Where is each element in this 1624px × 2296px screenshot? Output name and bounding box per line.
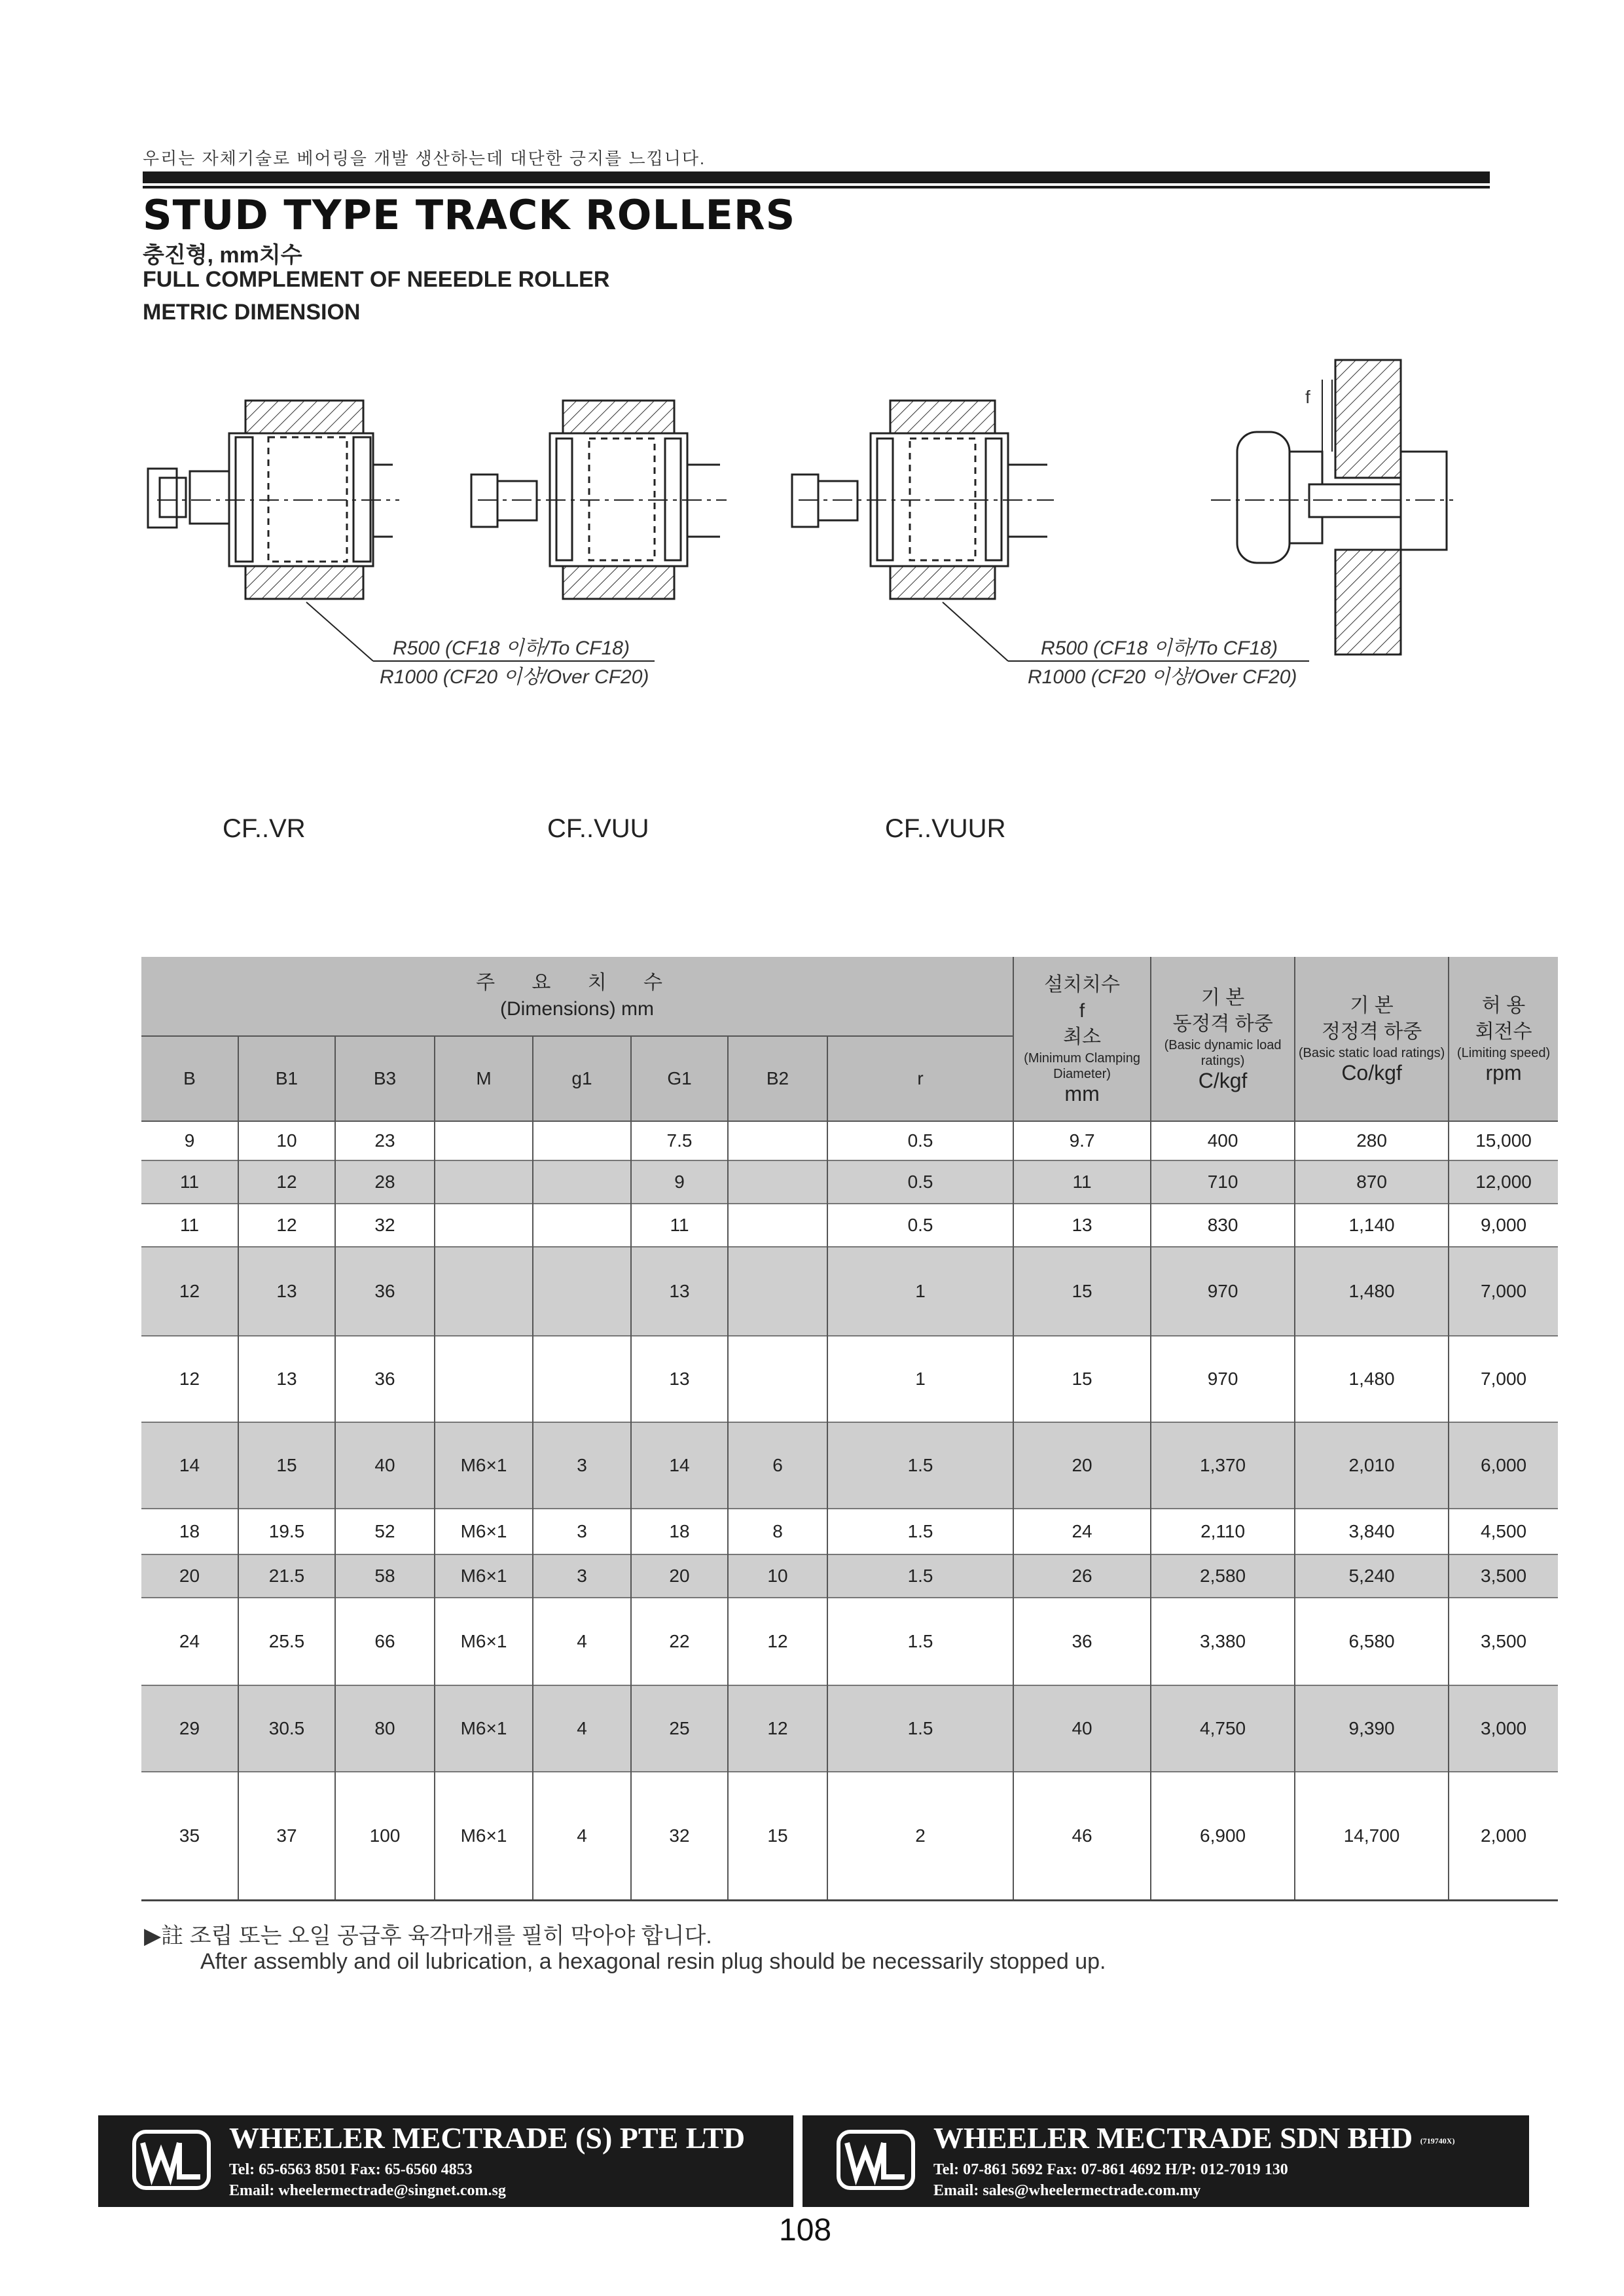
header-c-ko1: 기 본 <box>1200 986 1245 1009</box>
header-r: r <box>827 1036 1013 1121</box>
cell-c: 2,110 <box>1151 1509 1295 1554</box>
header-g1: G1 <box>631 1036 728 1121</box>
cell-g1 <box>533 1336 631 1422</box>
drawing-cf-vuu <box>471 401 727 599</box>
cell-c: 400 <box>1151 1121 1295 1160</box>
cell-b: 12 <box>141 1336 238 1422</box>
cell-co: 1,480 <box>1295 1247 1449 1336</box>
header-b1: B1 <box>238 1036 335 1121</box>
caption-cf-vr: CF..VR <box>223 814 306 843</box>
cell-b1: 37 <box>238 1772 335 1901</box>
cell-c: 970 <box>1151 1247 1295 1336</box>
cell-co: 9,390 <box>1295 1685 1449 1772</box>
page-number: 108 <box>779 2213 832 2248</box>
cell-b: 11 <box>141 1160 238 1204</box>
dimensions-group-ko: 주 요 치 수 <box>476 972 678 994</box>
header-f-symbol: f <box>1079 999 1085 1022</box>
table-row <box>141 1121 1558 1160</box>
cell-b: 35 <box>141 1772 238 1901</box>
footer-right-tel: Tel: 07-861 5692 Fax: 07-861 4692 H/P: 012-7019 130 <box>933 2161 1288 2178</box>
cell-b1: 12 <box>238 1204 335 1247</box>
cell-b: 20 <box>141 1554 238 1598</box>
table-row <box>141 1422 1558 1509</box>
cell-b1: 13 <box>238 1247 335 1336</box>
footer-right-name: WHEELER MECTRADE SDN BHD <box>933 2121 1413 2155</box>
cell-f: 15 <box>1013 1247 1151 1336</box>
cell-f: 36 <box>1013 1598 1151 1685</box>
cell-g1: 3 <box>533 1509 631 1554</box>
cell-c: 4,750 <box>1151 1685 1295 1772</box>
table-row <box>141 1772 1558 1901</box>
cell-g1: 13 <box>631 1336 728 1422</box>
cell-b2: 10 <box>728 1554 827 1598</box>
cell-b2: 15 <box>728 1772 827 1901</box>
footer-right-company <box>933 2121 1454 2155</box>
cell-rpm: 6,000 <box>1449 1422 1558 1509</box>
cell-g1: 32 <box>631 1772 728 1901</box>
cell-co: 5,240 <box>1295 1554 1449 1598</box>
header-rpm-en: (Limiting speed) <box>1456 1045 1551 1060</box>
page-title: STUD TYPE TRACK ROLLERS <box>143 191 796 239</box>
table-row <box>141 1336 1558 1422</box>
header-co-unit: Co/kgf <box>1341 1060 1402 1085</box>
cell-rpm: 15,000 <box>1449 1121 1558 1160</box>
cell-co: 1,140 <box>1295 1204 1449 1247</box>
cell-c: 3,380 <box>1151 1598 1295 1685</box>
cell-c: 2,580 <box>1151 1554 1295 1598</box>
cell-g1: 18 <box>631 1509 728 1554</box>
cell-c: 6,900 <box>1151 1772 1295 1901</box>
cell-g1: 25 <box>631 1685 728 1772</box>
cell-g1: 3 <box>533 1422 631 1509</box>
cell-b1: 12 <box>238 1160 335 1204</box>
cell-f: 46 <box>1013 1772 1151 1901</box>
note-english: After assembly and oil lubrication, a hexagonal resin plug should be necessarily stopped up. <box>200 1949 1106 1974</box>
cell-r: 0.5 <box>827 1121 1013 1160</box>
header-c-ko2: 동정격 하중 <box>1172 1013 1273 1035</box>
cell-m: M6×1 <box>435 1509 533 1554</box>
cell-g1 <box>533 1121 631 1160</box>
cell-m: M6×1 <box>435 1598 533 1685</box>
cell-r: 1 <box>827 1336 1013 1422</box>
cell-g1: 11 <box>631 1204 728 1247</box>
cell-co: 14,700 <box>1295 1772 1449 1901</box>
cell-b2: 12 <box>728 1685 827 1772</box>
cell-c: 1,370 <box>1151 1422 1295 1509</box>
cell-m <box>435 1336 533 1422</box>
header-c-en: (Basic dynamic load ratings) <box>1164 1037 1282 1068</box>
cell-b2: 6 <box>728 1422 827 1509</box>
cell-g1 <box>533 1204 631 1247</box>
cell-b1: 30.5 <box>238 1685 335 1772</box>
cell-b3: 28 <box>335 1160 435 1204</box>
cell-b2 <box>728 1247 827 1336</box>
footer-divider <box>793 2115 803 2207</box>
cell-r: 0.5 <box>827 1204 1013 1247</box>
cell-b2 <box>728 1336 827 1422</box>
cell-rpm: 9,000 <box>1449 1204 1558 1247</box>
table-row <box>141 1509 1558 1554</box>
drawing-note-left-1: R500 (CF18 이하/To CF18) <box>393 637 630 659</box>
cell-m <box>435 1247 533 1336</box>
subtitle-korean: 충진형, mm치수 <box>143 243 302 268</box>
drawing-note-right-1: R500 (CF18 이하/To CF18) <box>1041 637 1278 659</box>
footer-left-tel: Tel: 65-6563 8501 Fax: 65-6560 4853 <box>229 2161 473 2178</box>
cell-b3: 36 <box>335 1247 435 1336</box>
header-rpm-ko2: 회전수 <box>1475 1020 1532 1043</box>
cell-b: 14 <box>141 1422 238 1509</box>
header-f-ko2: 최소 <box>1063 1026 1102 1048</box>
cell-b3: 32 <box>335 1204 435 1247</box>
header-static-load <box>1295 957 1449 1121</box>
cell-b2 <box>728 1121 827 1160</box>
table-row <box>141 1204 1558 1247</box>
header-rule-thin <box>143 186 1490 188</box>
cell-b1: 13 <box>238 1336 335 1422</box>
header-co-ko2: 정정격 하중 <box>1321 1020 1422 1043</box>
cell-b3: 23 <box>335 1121 435 1160</box>
header-b: B <box>141 1036 238 1121</box>
cell-g1: 4 <box>533 1685 631 1772</box>
cell-r: 0.5 <box>827 1160 1013 1204</box>
cell-r: 2 <box>827 1772 1013 1901</box>
header-slogan: 우리는 자체기술로 베어링을 개발 생산하는데 대단한 긍지를 느낍니다. <box>143 149 706 168</box>
cell-rpm: 2,000 <box>1449 1772 1558 1901</box>
cell-f: 24 <box>1013 1509 1151 1554</box>
cell-rpm: 3,500 <box>1449 1598 1558 1685</box>
header-g1-small: g1 <box>533 1036 631 1121</box>
footer-left-company: WHEELER MECTRADE (S) PTE LTD <box>229 2121 746 2155</box>
table-row <box>141 1554 1558 1598</box>
table-row <box>141 1247 1558 1336</box>
cell-m <box>435 1204 533 1247</box>
header-m: M <box>435 1036 533 1121</box>
footer-right-reg: (719740X) <box>1420 2136 1455 2145</box>
wm-logo-icon <box>132 2130 211 2190</box>
note-korean: ▶註 조립 또는 오일 공급후 육각마개를 필히 막아야 합니다. <box>144 1924 712 1948</box>
cell-b3: 40 <box>335 1422 435 1509</box>
cell-f: 9.7 <box>1013 1121 1151 1160</box>
cell-b1: 25.5 <box>238 1598 335 1685</box>
cell-co: 2,010 <box>1295 1422 1449 1509</box>
header-limiting-speed <box>1449 957 1558 1121</box>
footer-right-email: Email: sales@wheelermectrade.com.my <box>933 2182 1201 2199</box>
cell-m: M6×1 <box>435 1685 533 1772</box>
cell-b1: 10 <box>238 1121 335 1160</box>
cell-rpm: 3,000 <box>1449 1685 1558 1772</box>
cell-co: 6,580 <box>1295 1598 1449 1685</box>
specification-table <box>141 957 1558 1901</box>
cell-c: 710 <box>1151 1160 1295 1204</box>
cell-g1: 7.5 <box>631 1121 728 1160</box>
cell-rpm: 7,000 <box>1449 1336 1558 1422</box>
cell-rpm: 3,500 <box>1449 1554 1558 1598</box>
subtitle-english-2: METRIC DIMENSION <box>143 300 361 325</box>
cell-r: 1 <box>827 1247 1013 1336</box>
cell-b3: 100 <box>335 1772 435 1901</box>
header-dynamic-load <box>1151 957 1295 1121</box>
cell-r: 1.5 <box>827 1554 1013 1598</box>
cell-co: 1,480 <box>1295 1336 1449 1422</box>
cell-g1: 20 <box>631 1554 728 1598</box>
cell-b3: 52 <box>335 1509 435 1554</box>
cell-m: M6×1 <box>435 1772 533 1901</box>
header-c-unit: C/kgf <box>1198 1068 1248 1092</box>
cell-r: 1.5 <box>827 1422 1013 1509</box>
header-f-en: (Minimum Clamping Diameter) <box>1024 1050 1140 1081</box>
table-row <box>141 1685 1558 1772</box>
cell-m <box>435 1160 533 1204</box>
cell-b2: 12 <box>728 1598 827 1685</box>
cell-rpm: 4,500 <box>1449 1509 1558 1554</box>
cell-co: 870 <box>1295 1160 1449 1204</box>
table-row <box>141 1160 1558 1204</box>
cell-g1: 4 <box>533 1598 631 1685</box>
drawing-installation <box>1211 360 1453 655</box>
cell-b1: 19.5 <box>238 1509 335 1554</box>
cell-g1 <box>533 1247 631 1336</box>
header-co-en: (Basic static load ratings) <box>1298 1045 1445 1060</box>
dimensions-group-en: (Dimensions) mm <box>500 998 655 1020</box>
cell-g1: 3 <box>533 1554 631 1598</box>
drawing-note-left-2: R1000 (CF20 이상/Over CF20) <box>380 666 649 688</box>
cell-m: M6×1 <box>435 1422 533 1509</box>
cell-g1: 22 <box>631 1598 728 1685</box>
footer-malaysia <box>803 2115 1529 2207</box>
cell-b: 29 <box>141 1685 238 1772</box>
cell-r: 1.5 <box>827 1685 1013 1772</box>
cell-b1: 21.5 <box>238 1554 335 1598</box>
technical-drawings <box>131 353 1506 851</box>
cell-rpm: 7,000 <box>1449 1247 1558 1336</box>
drawing-cf-vuur <box>792 401 1309 661</box>
cell-b3: 66 <box>335 1598 435 1685</box>
cell-b: 24 <box>141 1598 238 1685</box>
cell-g1: 9 <box>631 1160 728 1204</box>
cell-b2: 8 <box>728 1509 827 1554</box>
wm-logo-icon <box>837 2130 915 2190</box>
caption-cf-vuur: CF..VUUR <box>885 814 1006 843</box>
footer-banner <box>98 2115 1529 2207</box>
footer-singapore <box>98 2115 793 2207</box>
footer-left-email: Email: wheelermectrade@singnet.com.sg <box>229 2182 506 2199</box>
cell-b: 18 <box>141 1509 238 1554</box>
cell-b3: 58 <box>335 1554 435 1598</box>
cell-f: 40 <box>1013 1685 1151 1772</box>
cell-co: 3,840 <box>1295 1509 1449 1554</box>
header-rpm-unit: rpm <box>1485 1060 1522 1085</box>
cell-b: 12 <box>141 1247 238 1336</box>
cell-b3: 80 <box>335 1685 435 1772</box>
cell-b: 9 <box>141 1121 238 1160</box>
header-f-ko1: 설치치수 <box>1044 973 1121 996</box>
cell-b2 <box>728 1160 827 1204</box>
cell-c: 830 <box>1151 1204 1295 1247</box>
header-rpm-ko1: 허 용 <box>1481 994 1526 1016</box>
header-f-unit: mm <box>1064 1081 1100 1105</box>
cell-b3: 36 <box>335 1336 435 1422</box>
cell-f: 13 <box>1013 1204 1151 1247</box>
cell-g1: 14 <box>631 1422 728 1509</box>
cell-m <box>435 1121 533 1160</box>
cell-co: 280 <box>1295 1121 1449 1160</box>
cell-f: 20 <box>1013 1422 1151 1509</box>
cell-r: 1.5 <box>827 1509 1013 1554</box>
cell-b1: 15 <box>238 1422 335 1509</box>
cell-g1: 13 <box>631 1247 728 1336</box>
drawing-note-right-2: R1000 (CF20 이상/Over CF20) <box>1028 666 1297 688</box>
cell-f: 11 <box>1013 1160 1151 1204</box>
header-mounting-f <box>1013 957 1151 1121</box>
subtitle-english-1: FULL COMPLEMENT OF NEEEDLE ROLLER <box>143 267 610 292</box>
header-rule <box>143 171 1490 183</box>
drawing-f-label: f <box>1305 387 1310 407</box>
table-body <box>141 1121 1558 1901</box>
header-b3: B3 <box>335 1036 435 1121</box>
dimensions-group-header <box>141 957 1013 1036</box>
cell-r: 1.5 <box>827 1598 1013 1685</box>
caption-cf-vuu: CF..VUU <box>547 814 649 843</box>
cell-g1: 4 <box>533 1772 631 1901</box>
table-row <box>141 1598 1558 1685</box>
cell-b: 11 <box>141 1204 238 1247</box>
cell-c: 970 <box>1151 1336 1295 1422</box>
cell-f: 15 <box>1013 1336 1151 1422</box>
cell-m: M6×1 <box>435 1554 533 1598</box>
cell-f: 26 <box>1013 1554 1151 1598</box>
header-b2: B2 <box>728 1036 827 1121</box>
cell-rpm: 12,000 <box>1449 1160 1558 1204</box>
cell-g1 <box>533 1160 631 1204</box>
header-co-ko1: 기 본 <box>1350 994 1394 1016</box>
cell-b2 <box>728 1204 827 1247</box>
table-header-row-1 <box>141 957 1558 1036</box>
